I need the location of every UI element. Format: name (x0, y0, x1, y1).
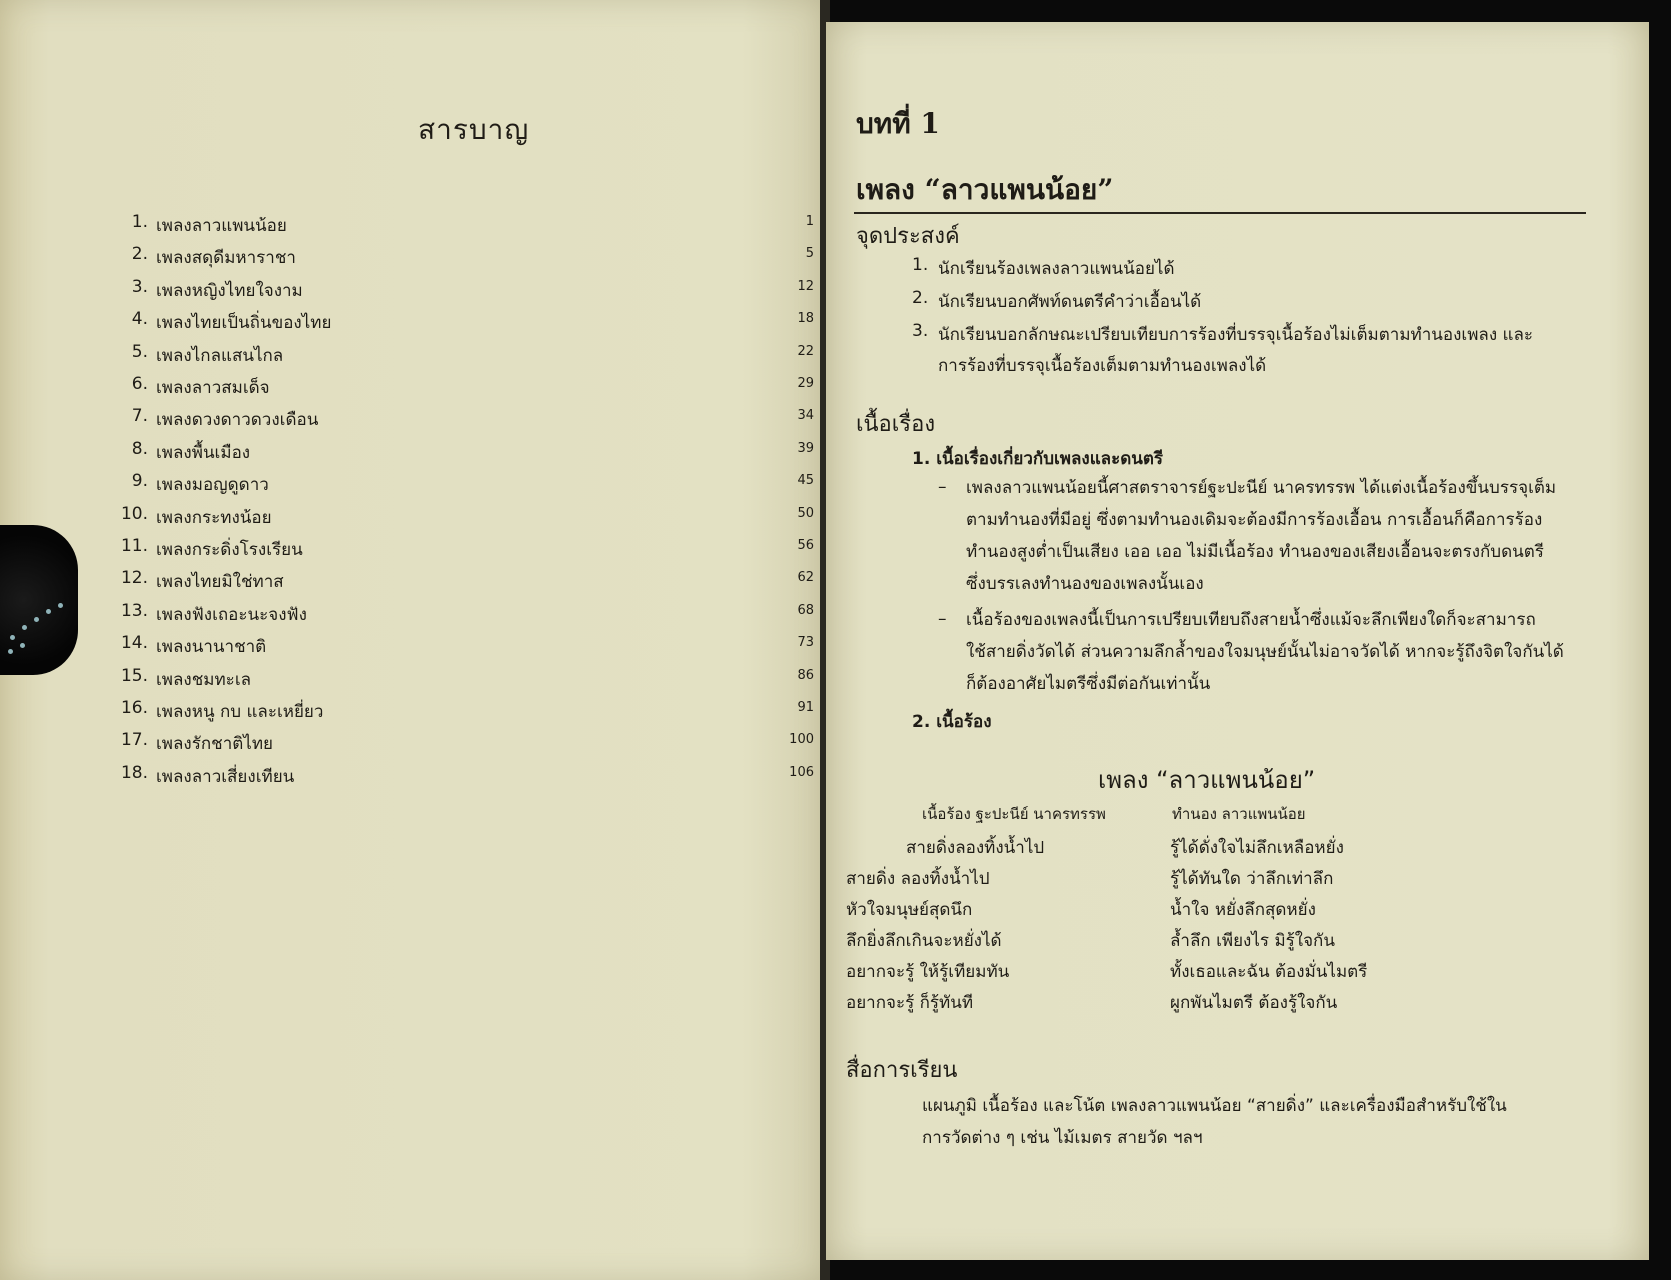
toc-item (110, 276, 814, 303)
toc-item-number: 14. (120, 633, 148, 654)
lyric-left-4: ลึกยิ่งลึกเกินจะหยั่งได้ (846, 931, 1002, 951)
bullet-dash-2: – (938, 609, 947, 629)
toc-item-number: 8. (131, 438, 148, 459)
toc-item-page: 73 (797, 635, 814, 651)
toc-item-page: 45 (797, 473, 814, 489)
toc-item-title: เพลงมอญดูดาว (156, 475, 269, 496)
lyricist-credit: เนื้อร้อง ฐะปะนีย์ นาครทรรพ (922, 805, 1106, 823)
song-title: เพลง “ลาวแพนน้อย” (1098, 766, 1316, 794)
objective-3-num: 3. (912, 321, 929, 341)
toc-item-number: 18. (120, 762, 148, 783)
toc-item (110, 633, 814, 659)
toc-item-title: เพลงไทยเป็นถิ่นของไทย (156, 313, 332, 334)
toc-item-title: เพลงดวงดาวดวงเดือน (156, 410, 319, 431)
lyric-left-5: อยากจะรู้ ให้รู้เทียมทัน (846, 962, 1010, 982)
left-page (0, 0, 825, 1280)
toc-item-title: เพลงลาวสมเด็จ (156, 378, 270, 398)
content-subheading-2: 2. เนื้อร้อง (912, 712, 992, 732)
toc-item-number: 6. (131, 374, 148, 394)
toc-item-number: 12. (120, 568, 148, 589)
toc-item-title: เพลงพื้นเมือง (156, 442, 251, 463)
toc-item-title: เพลงไกลแสนไกล (156, 345, 284, 366)
objective-1: นักเรียนร้องเพลงลาวแพนน้อยได้ (938, 259, 1175, 279)
toc-item-title: เพลงกระดิ่งโรงเรียน (156, 540, 303, 560)
toc-item-number: 13. (120, 600, 148, 621)
objective-3-line1: นักเรียนบอกลักษณะเปรียบเทียบการร้องที่บรรจุเนื้อร้องไม่เต็มตามทำนองเพลง และ (938, 325, 1534, 345)
toc-item-number: 15. (120, 665, 148, 686)
toc-item-number: 4. (131, 309, 148, 330)
content-subheading-1: 1. เนื้อเรื่องเกี่ยวกับเพลงและดนตรี (912, 449, 1164, 469)
bullet-1-text: เพลงลาวแพนน้อยนี้ศาสตราจารย์ฐะปะนีย์ นาครทรรพ ได้แต่งเนื้อร้องขึ้นบรรจุเต็ม ตามทำนองที่มีอยู่ ซึ่งตามทำนองเดิมจะต้องมีการร้องเอื้อน การเอื้อนก็คือการร้อง ทำนองสูงต่ำเป็นเสียง เออ เออ ไม่มีเนื้อร้อง ทำนองของเสียงเอื้อนจะตรงกับดนตรี ซึ่งบรรเลงทำนองของเพลงนั้นเอง (966, 478, 1557, 594)
toc-item-title: เพลงหญิงไทยใจงาม (156, 280, 303, 301)
toc-item-page: 100 (789, 732, 814, 748)
toc-item-title: เพลงชมทะเล (156, 669, 252, 690)
objective-1-num: 1. (912, 255, 929, 275)
lyric-right-4: ล้ำลึก เพียงไร มิรู้ใจกัน (1170, 931, 1335, 951)
title-rule (854, 212, 1586, 214)
toc-item-page: 68 (797, 602, 814, 618)
toc-item-page: 34 (797, 408, 814, 424)
lyric-right-1: รู้ได้ดั่งใจไม่ลึกเหลือหยั่ง (1170, 838, 1344, 858)
toc-item-page: 106 (789, 764, 814, 780)
toc-item-page: 50 (797, 505, 814, 521)
toc-item-page: 62 (797, 570, 814, 586)
toc-item-title: เพลงนานาชาติ (156, 637, 267, 658)
toc-item (110, 503, 814, 530)
toc-item-page: 18 (797, 311, 814, 327)
toc-title: สารบาญ (418, 113, 530, 146)
toc-item (110, 762, 814, 789)
toc-item-title: เพลงหนู กบ และเหยี่ยว (156, 702, 324, 722)
lyric-left-3: หัวใจมนุษย์สุดนึก (846, 900, 973, 920)
toc-item-number: 17. (120, 730, 148, 751)
toc-item (110, 309, 814, 335)
content-heading: เนื้อเรื่อง (856, 412, 936, 437)
toc-item (110, 341, 814, 368)
lyric-left-6: อยากจะรู้ ก็รู้ทันที (846, 993, 974, 1013)
lyric-right-6: ผูกพันไมตรี ต้องรู้ใจกัน (1170, 993, 1338, 1013)
toc-item-page: 86 (797, 667, 814, 683)
toc-item-number: 3. (131, 276, 148, 297)
toc-item-page: 22 (797, 343, 814, 359)
toc-item-number: 10. (120, 503, 148, 524)
objective-2: นักเรียนบอกศัพท์ดนตรีคำว่าเอื้อนได้ (938, 292, 1202, 312)
toc-item (110, 406, 814, 432)
toc-item (110, 212, 814, 238)
lyric-left-1: สายดิ่งลองทิ้งน้ำไป (906, 838, 1045, 858)
toc-item-title: เพลงรักชาติไทย (156, 734, 273, 755)
toc-item-title: เพลงฟังเถอะนะจงฟัง (156, 604, 307, 625)
melody-credit: ทำนอง ลาวแพนน้อย (1172, 805, 1306, 823)
bullet-2-text: เนื้อร้องของเพลงนี้เป็นการเปรียบเทียบถึงสายน้ำซึ่งแม้จะลึกเพียงใดก็จะสามารถ ใช้สายดิ่งวัดได้ ส่วนความลึกล้ำของใจมนุษย์นั้นไม่อาจวัดได้ หากจะรู้ถึงจิตใจกันได้ ก็ต้องอาศัยไมตรีซึ่งมีต่อกันเท่านั้น (966, 610, 1564, 694)
media-heading: สื่อการเรียน (846, 1058, 958, 1083)
toc-item-number: 9. (131, 471, 148, 492)
toc-item-title: เพลงกระทงน้อย (156, 507, 272, 528)
lyric-right-2: รู้ได้ทันใด ว่าลึกเท่าลึก (1170, 869, 1334, 889)
lyric-left-2: สายดิ่ง ลองทิ้งน้ำไป (846, 869, 990, 889)
right-page (826, 22, 1649, 1260)
toc-item-number: 7. (131, 406, 148, 427)
toc-item (110, 568, 814, 594)
objective-3-line2: การร้องที่บรรจุเนื้อร้องเต็มตามทำนองเพลงได้ (938, 356, 1267, 376)
toc-item (110, 244, 814, 270)
lyric-right-3: น้ำใจ หยั่งลึกสุดหยั่ง (1170, 900, 1316, 920)
objective-2-num: 2. (912, 288, 929, 308)
toc-item-title: เพลงไทยมิใช่ทาส (156, 572, 284, 593)
chapter-title: เพลง “ลาวแพนน้อย” (856, 173, 1114, 206)
media-text: แผนภูมิ เนื้อร้อง และโน้ต เพลงลาวแพนน้อย “สายดิ่ง” และเครื่องมือสำหรับใช้ใน การวัดต่าง ๆ เช่น ไม้เมตร สายวัด ฯลฯ (922, 1096, 1507, 1148)
bookmark-ribbon (0, 525, 78, 675)
toc-item-title: เพลงลาวเสี่ยงเทียน (156, 766, 295, 787)
toc-item-page: 5 (805, 246, 814, 262)
toc-item-number: 1. (131, 212, 148, 232)
toc-item (110, 698, 814, 724)
toc-item-number: 16. (120, 698, 148, 718)
toc-item (110, 536, 814, 562)
toc-item-page: 1 (805, 214, 814, 229)
toc-item (110, 600, 814, 627)
chapter-label: บทที่ 1 (856, 107, 940, 140)
toc-item-number: 2. (131, 244, 148, 265)
toc-item-page: 39 (797, 440, 814, 456)
toc-item-page: 12 (797, 278, 814, 294)
toc-item (110, 471, 814, 497)
bullet-dash-1: – (938, 477, 947, 497)
lyric-right-5: ทั้งเธอและฉัน ต้องมั่นไมตรี (1170, 962, 1368, 982)
toc-item-page: 29 (797, 376, 814, 391)
toc-item-number: 5. (131, 341, 148, 362)
toc-item-number: 11. (120, 536, 148, 556)
toc-item-title: เพลงลาวแพนน้อย (156, 216, 287, 236)
toc-item-title: เพลงสดุดีมหาราชา (156, 248, 296, 269)
toc-item (110, 438, 814, 465)
toc-item (110, 665, 814, 692)
toc-item (110, 730, 814, 756)
toc-item (110, 374, 814, 400)
toc-item-page: 91 (797, 700, 814, 715)
objectives-heading: จุดประสงค์ (856, 224, 960, 249)
toc-item-page: 56 (797, 538, 814, 553)
